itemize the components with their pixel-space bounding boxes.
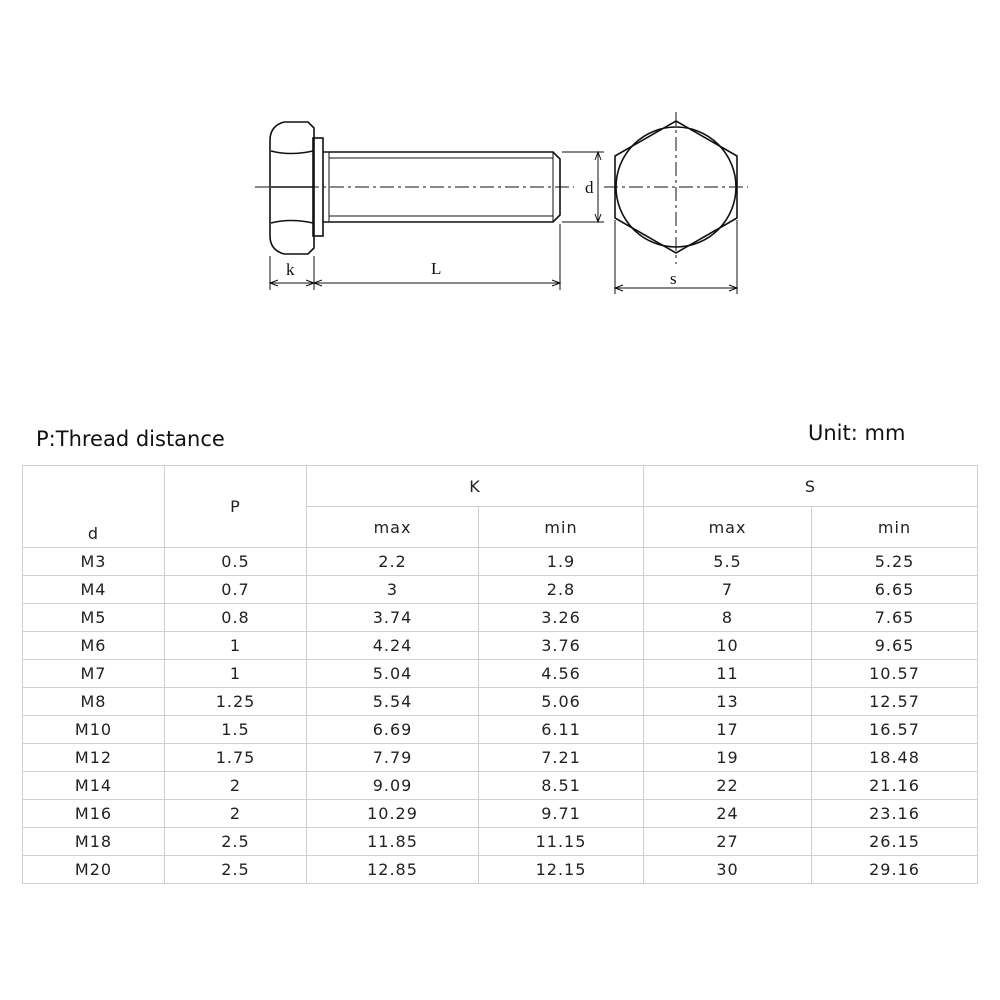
cell-d: M12 <box>23 744 165 772</box>
cell-s-max: 24 <box>644 800 812 828</box>
cell-k-min: 4.56 <box>479 660 644 688</box>
cell-k-min: 5.06 <box>479 688 644 716</box>
thread-distance-note: P:Thread distance <box>36 427 225 451</box>
cell-k-max: 7.79 <box>307 744 479 772</box>
bolt-head <box>270 122 314 254</box>
hex-bolt-drawing <box>0 0 1000 310</box>
cell-s-min: 29.16 <box>812 856 978 884</box>
cell-s-max: 10 <box>644 632 812 660</box>
table-row <box>23 632 978 660</box>
cell-p: 0.5 <box>165 548 307 576</box>
cell-k-min: 2.8 <box>479 576 644 604</box>
cell-k-max: 11.85 <box>307 828 479 856</box>
header-s: S <box>644 466 978 507</box>
table-row <box>23 800 978 828</box>
cell-p: 1 <box>165 632 307 660</box>
cell-s-min: 7.65 <box>812 604 978 632</box>
cell-d: M8 <box>23 688 165 716</box>
header-p: P <box>165 466 307 548</box>
cell-k-min: 12.15 <box>479 856 644 884</box>
dim-k-label: k <box>286 260 295 279</box>
cell-d: M16 <box>23 800 165 828</box>
cell-s-min: 23.16 <box>812 800 978 828</box>
header-k-max: max <box>307 507 479 548</box>
cell-k-min: 7.21 <box>479 744 644 772</box>
cell-k-min: 8.51 <box>479 772 644 800</box>
cell-d: M7 <box>23 660 165 688</box>
table-row <box>23 548 978 576</box>
cell-p: 2.5 <box>165 828 307 856</box>
table-row <box>23 772 978 800</box>
cell-k-max: 3 <box>307 576 479 604</box>
dim-d-label: d <box>585 178 594 197</box>
cell-s-max: 13 <box>644 688 812 716</box>
cell-s-min: 16.57 <box>812 716 978 744</box>
dim-s-label: s <box>670 269 677 288</box>
cell-k-max: 4.24 <box>307 632 479 660</box>
table-row <box>23 716 978 744</box>
cell-k-max: 10.29 <box>307 800 479 828</box>
cell-p: 1.5 <box>165 716 307 744</box>
cell-s-min: 9.65 <box>812 632 978 660</box>
dim-L-label: L <box>431 259 442 278</box>
cell-s-max: 11 <box>644 660 812 688</box>
table-row <box>23 576 978 604</box>
cell-k-max: 5.54 <box>307 688 479 716</box>
cell-p: 0.7 <box>165 576 307 604</box>
table-row <box>23 856 978 884</box>
bolt-spec-table <box>22 465 978 884</box>
cell-d: M5 <box>23 604 165 632</box>
cell-s-max: 19 <box>644 744 812 772</box>
cell-k-max: 5.04 <box>307 660 479 688</box>
table-row <box>23 688 978 716</box>
cell-s-max: 17 <box>644 716 812 744</box>
cell-s-max: 27 <box>644 828 812 856</box>
cell-s-min: 18.48 <box>812 744 978 772</box>
cell-k-min: 11.15 <box>479 828 644 856</box>
table-row <box>23 660 978 688</box>
cell-k-min: 9.71 <box>479 800 644 828</box>
cell-k-max: 2.2 <box>307 548 479 576</box>
cell-s-min: 10.57 <box>812 660 978 688</box>
cell-s-max: 5.5 <box>644 548 812 576</box>
cell-k-max: 3.74 <box>307 604 479 632</box>
cell-s-min: 5.25 <box>812 548 978 576</box>
cell-s-min: 21.16 <box>812 772 978 800</box>
header-k: K <box>307 466 644 507</box>
header-s-min: min <box>812 507 978 548</box>
cell-p: 2 <box>165 800 307 828</box>
cell-s-min: 6.65 <box>812 576 978 604</box>
table-row <box>23 744 978 772</box>
cell-k-min: 3.26 <box>479 604 644 632</box>
cell-k-max: 12.85 <box>307 856 479 884</box>
cell-d: M14 <box>23 772 165 800</box>
cell-k-min: 1.9 <box>479 548 644 576</box>
header-s-max: max <box>644 507 812 548</box>
cell-k-min: 3.76 <box>479 632 644 660</box>
unit-note: Unit: mm <box>808 421 906 445</box>
cell-s-min: 12.57 <box>812 688 978 716</box>
cell-k-max: 9.09 <box>307 772 479 800</box>
cell-p: 1 <box>165 660 307 688</box>
table-header-row <box>23 466 978 507</box>
cell-p: 1.25 <box>165 688 307 716</box>
cell-p: 0.8 <box>165 604 307 632</box>
cell-s-min: 26.15 <box>812 828 978 856</box>
cell-k-max: 6.69 <box>307 716 479 744</box>
cell-s-max: 7 <box>644 576 812 604</box>
cell-s-max: 30 <box>644 856 812 884</box>
cell-d: M6 <box>23 632 165 660</box>
cell-p: 1.75 <box>165 744 307 772</box>
cell-d: M18 <box>23 828 165 856</box>
cell-k-min: 6.11 <box>479 716 644 744</box>
cell-p: 2.5 <box>165 856 307 884</box>
cell-s-max: 22 <box>644 772 812 800</box>
cell-s-max: 8 <box>644 604 812 632</box>
cell-d: M4 <box>23 576 165 604</box>
table-row <box>23 604 978 632</box>
cell-d: M10 <box>23 716 165 744</box>
cell-p: 2 <box>165 772 307 800</box>
cell-d: M3 <box>23 548 165 576</box>
table-row <box>23 828 978 856</box>
header-k-min: min <box>479 507 644 548</box>
cell-d: M20 <box>23 856 165 884</box>
header-d: d <box>23 466 165 548</box>
